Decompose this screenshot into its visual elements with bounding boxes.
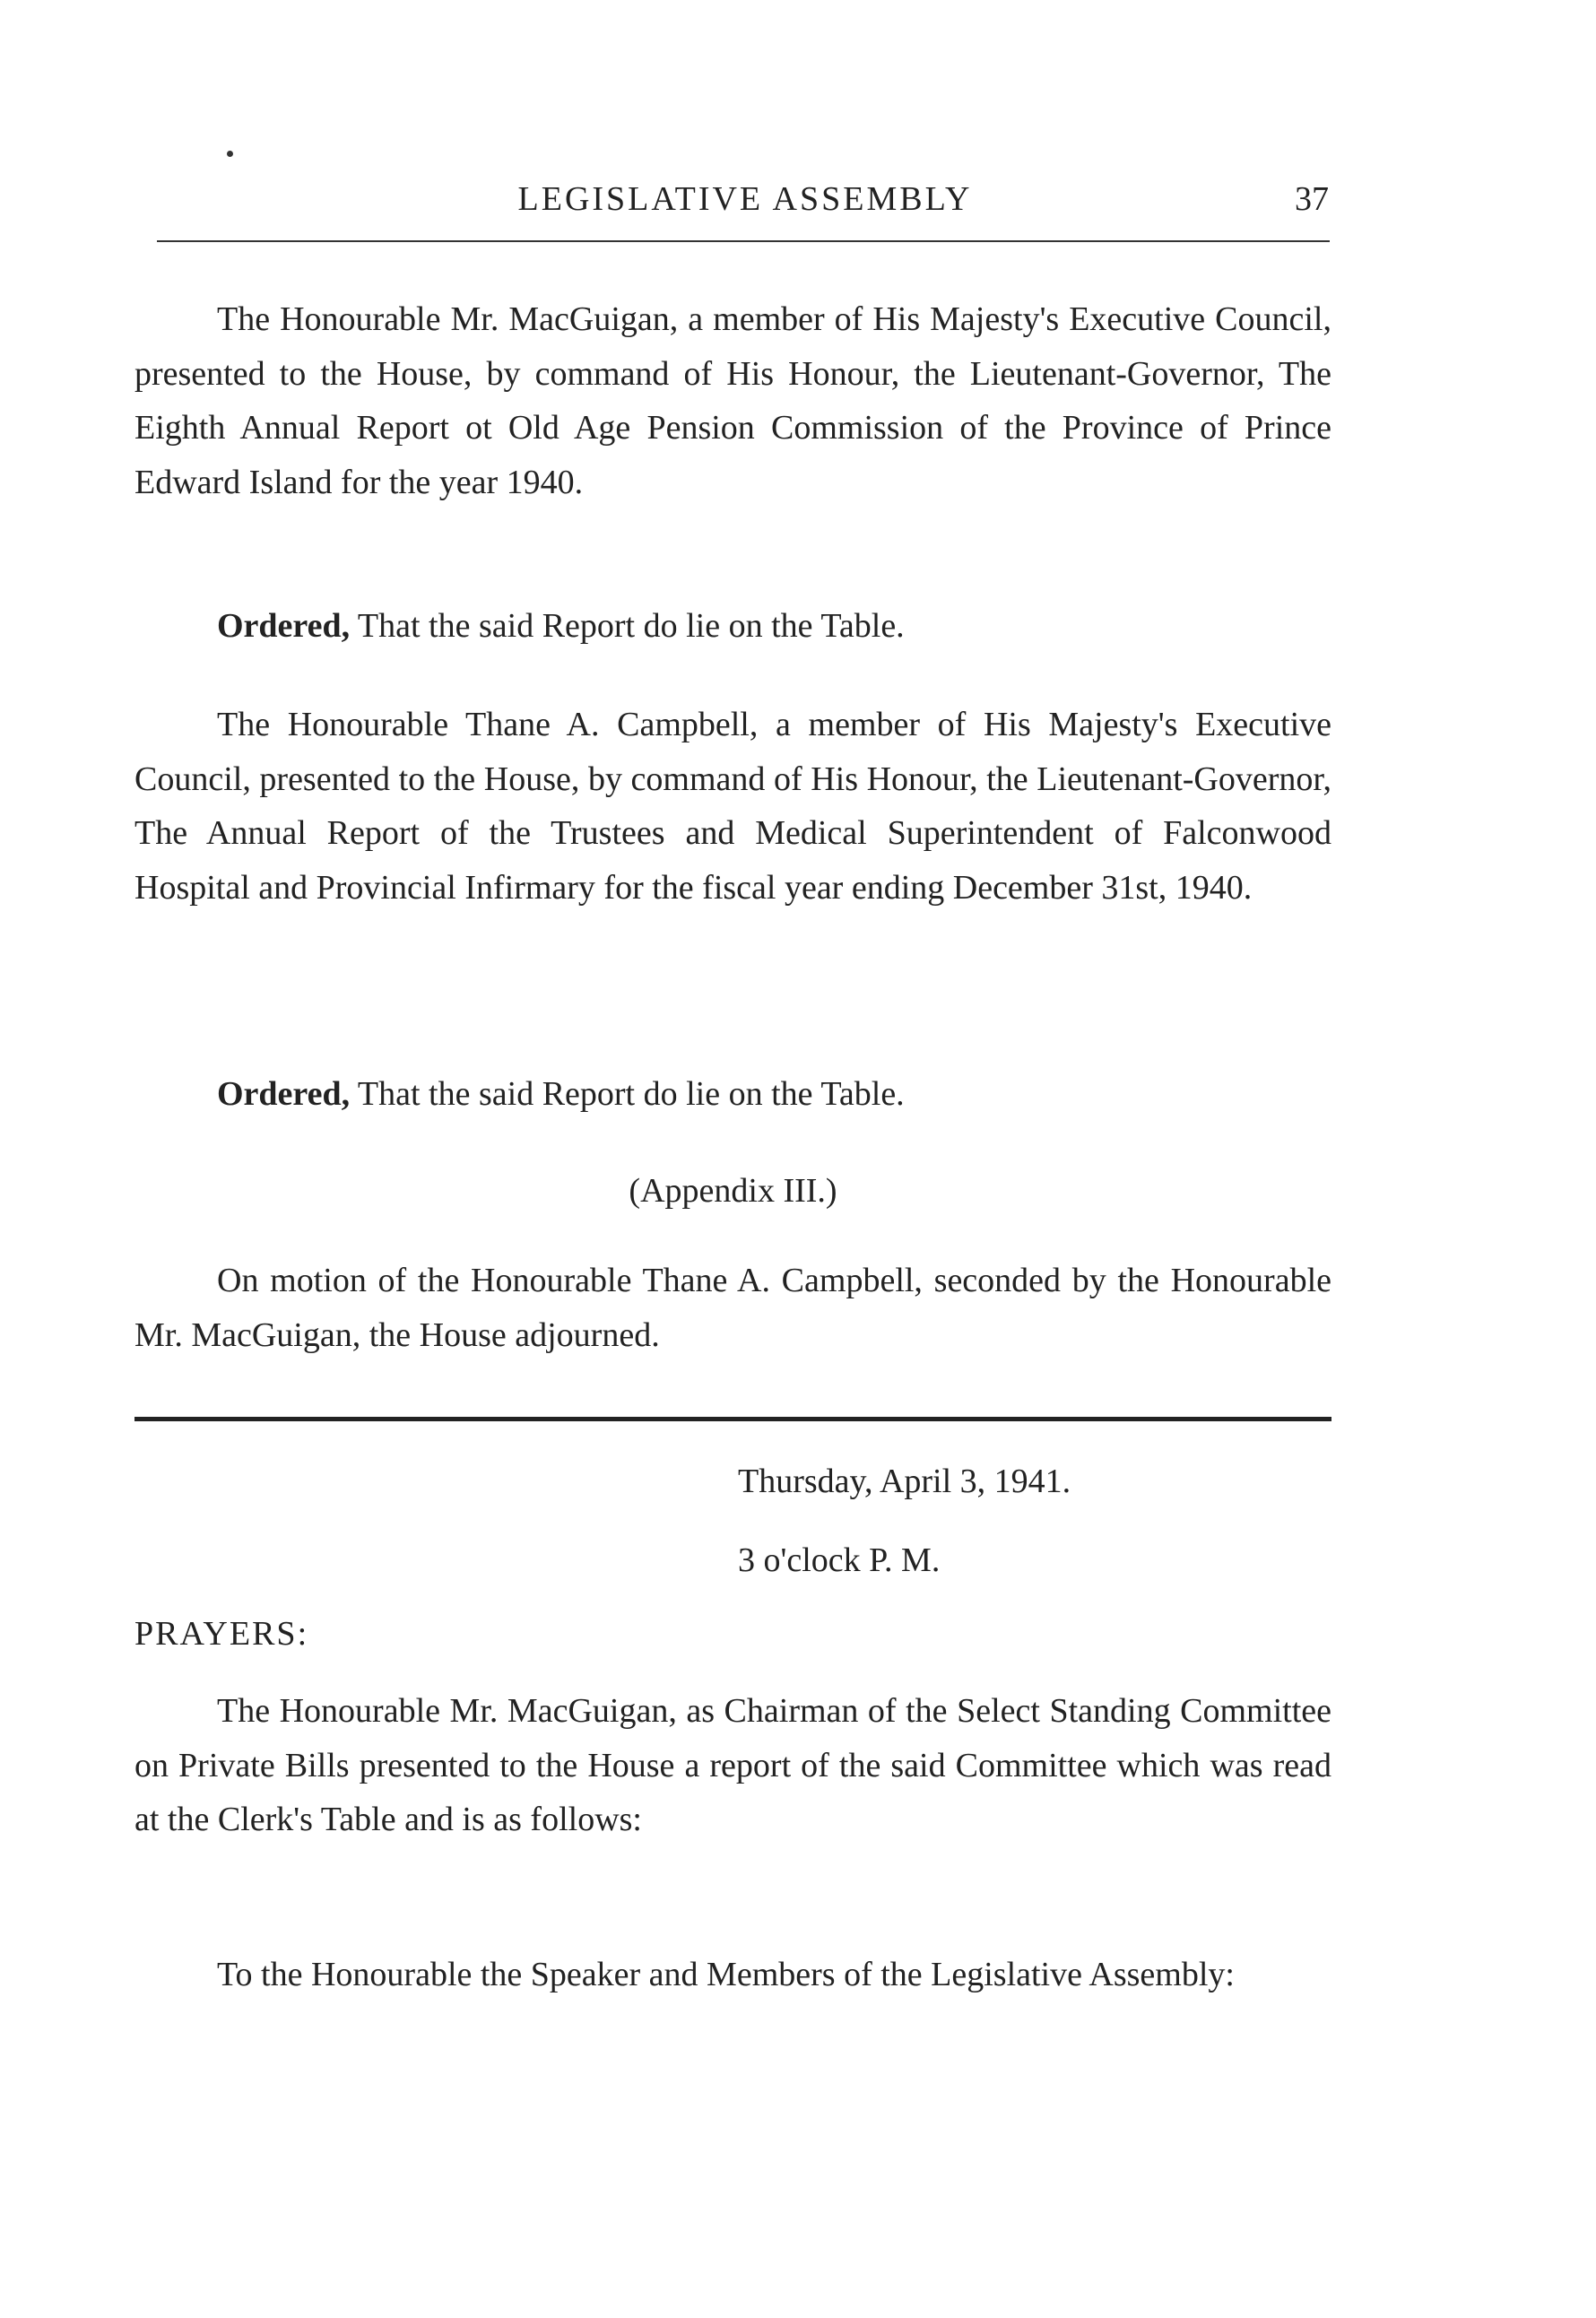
sitting-time: 3 o'clock P. M.: [738, 1541, 941, 1579]
header-rule: [157, 240, 1330, 242]
ordered-label: Ordered,: [217, 1075, 351, 1113]
running-head: [161, 179, 1329, 230]
appendix-note: (Appendix III.): [629, 1172, 837, 1210]
ordered-text: That the said Report do lie on the Table.: [350, 607, 905, 645]
sitting-date: Thursday, April 3, 1941.: [738, 1463, 1071, 1500]
page-number: 37: [1295, 180, 1329, 218]
ordered-label: Ordered,: [217, 607, 351, 645]
running-head-title: LEGISLATIVE ASSEMBLY: [517, 180, 973, 218]
prayers-heading: PRAYERS:: [134, 1615, 309, 1653]
paragraph-address: To the Honourable the Speaker and Members of the Legislative Assembly:: [217, 1956, 1235, 1993]
ink-dot: [227, 151, 233, 157]
paragraph-report-falconwood: The Honourable Thane A. Campbell, a member of His Majesty's Executive Council, presented to the House, by command of His Honour, the Lieutenant-Governor, The Annual Report of the Trustees and Medical Superintendent of Falconwood Hospital and Provincial Infirmary for the fiscal year ending December 31st, 1940.: [134, 706, 1331, 907]
paragraph-ordered-2: [134, 1067, 1331, 1122]
section-rule: [134, 1417, 1331, 1421]
paragraph-ordered-1: [134, 599, 1331, 654]
paragraph-committee-report: The Honourable Mr. MacGuigan, as Chairman of the Select Standing Committee on Private Bills presented to the House a report of the said Committee which was read at the Clerk's Table and is as follows:: [134, 1692, 1331, 1838]
paragraph-adjournment: On motion of the Honourable Thane A. Campbell, seconded by the Honourable Mr. MacGuigan, the House adjourned.: [134, 1262, 1331, 1354]
paragraph-report-old-age-pension: The Honourable Mr. MacGuigan, a member of His Majesty's Executive Council, presented to the House, by command of His Honour, the Lieutenant-Governor, The Eighth Annual Report ot Old Age Pension Commission of the Province of Prince Edward Island for the year 1940.: [134, 300, 1331, 501]
ordered-text: That the said Report do lie on the Table.: [350, 1075, 905, 1113]
